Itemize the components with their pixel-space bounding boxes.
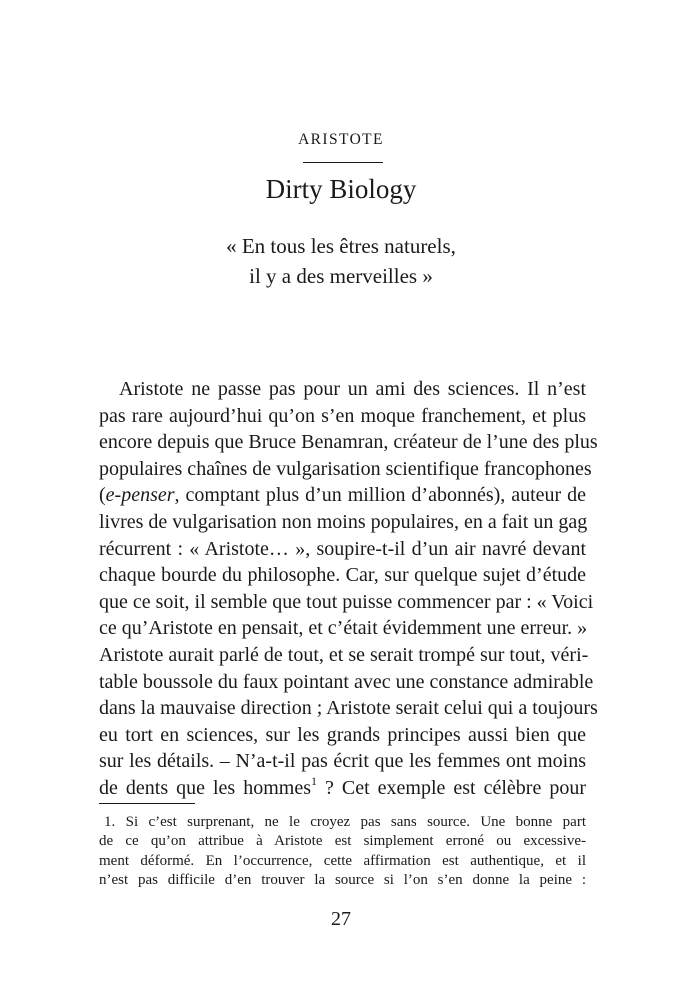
- paragraph-line: ce qu’Aristote en pensait, et c’était évidemment une erreur. »: [99, 617, 588, 640]
- paragraph-line: dans la mauvaise direction ; Aristote serait celui qui a toujours: [99, 697, 598, 720]
- paragraph-line: eu tort en sciences, sur les grands principes aussi bien que: [99, 723, 586, 746]
- open-paren: (: [99, 484, 106, 507]
- line-text: ? Cet exemple est célèbre pour: [316, 776, 586, 799]
- footnote-line: de ce qu’on attribue à Aristote est simplement erroné ou excessive-: [99, 833, 586, 850]
- channel-name: e-penser: [105, 484, 175, 507]
- paragraph-line: table boussole du faux pointant avec une constance admirable: [99, 670, 594, 693]
- epigraph-line: il y a des merveilles »: [249, 264, 433, 288]
- footnote-divider: [99, 803, 195, 804]
- body-paragraph: [99, 376, 598, 802]
- chapter-title: Dirty Biology: [265, 174, 417, 204]
- paragraph-line: Aristote ne passe pas pour un ami des sciences. Il n’est: [119, 378, 586, 400]
- line-text: de dents que les hommes: [99, 776, 311, 799]
- footnote-reference[interactable]: 1: [310, 773, 317, 788]
- paragraph-line: livres de vulgarisation non moins populaires, en a fait un gag: [99, 510, 588, 533]
- footnote-line: 1. Si c’est surprenant, ne le croyez pas sans source. Une bonne part: [104, 814, 586, 830]
- footnote-line: n’est pas difficile d’en trouver la source si l’on s’en donne la peine :: [99, 871, 586, 888]
- footnote: [99, 813, 586, 890]
- paragraph-line: encore depuis que Bruce Benamran, créateur de l’une des plus: [99, 431, 598, 454]
- epigraph: [0, 231, 682, 291]
- paragraph-line: pas rare aujourd’hui qu’on s’en moque franchement, et plus: [99, 404, 586, 427]
- paragraph-line: que ce soit, il semble que tout puisse commencer par : « Voici: [99, 590, 594, 613]
- footnote-line: ment déformé. En l’occurrence, cette affirmation est authentique, et il: [99, 852, 586, 869]
- paragraph-line: sur les détails. – N’a-t-il pas écrit que les femmes ont moins: [99, 750, 586, 773]
- epigraph-line: « En tous les êtres naturels,: [226, 234, 456, 258]
- paragraph-line: [99, 775, 586, 802]
- paragraph-line: populaires chaînes de vulgarisation scientifique francophones: [99, 457, 592, 480]
- paragraph-line: chaque bourde du philosophe. Car, sur quelque sujet d’étude: [99, 564, 586, 587]
- paragraph-line: récurrent : « Aristote… », soupire-t-il d’un air navré devant: [99, 537, 586, 560]
- chapter-label: ARISTOTE: [298, 131, 384, 148]
- title-divider: [303, 162, 383, 163]
- paragraph-line: [99, 482, 586, 509]
- line-rest: , comptant plus d’un million d’abonnés), auteur de: [174, 484, 586, 507]
- paragraph-line: Aristote aurait parlé de tout, et se serait trompé sur tout, véri-: [99, 643, 589, 666]
- page-number: 27: [331, 908, 351, 930]
